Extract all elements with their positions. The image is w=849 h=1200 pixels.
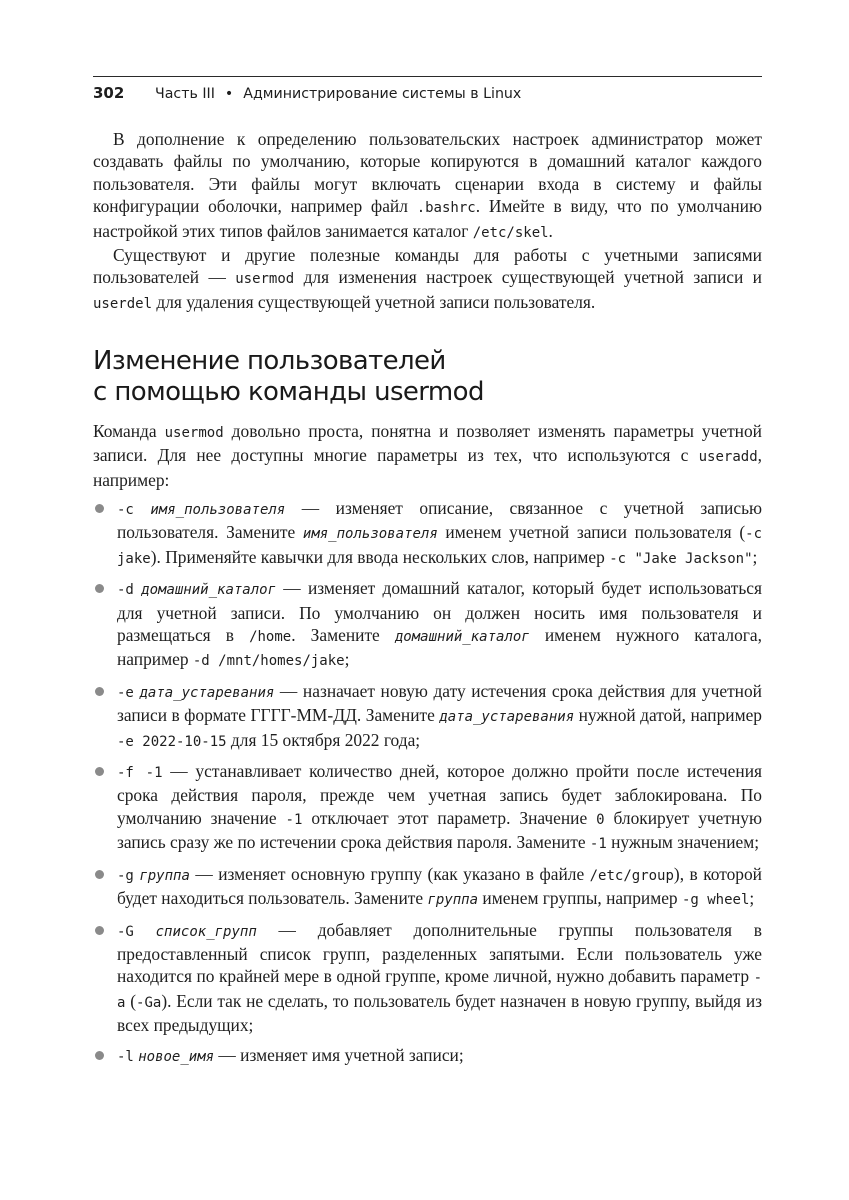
option-flag: -e [117, 684, 134, 701]
code-etc-skel: /etc/skel [472, 224, 549, 241]
text: именем учетной записи пользователя ( [437, 522, 746, 543]
text: . Замените [291, 625, 395, 646]
code-useradd: useradd [698, 449, 758, 466]
running-head [93, 84, 521, 104]
bullet-separator: • [224, 86, 234, 102]
text: довольно проста, понятна и позволяет изменять параметры учетной записи. Для нее доступны многие параметры из тех, что используются с [93, 421, 762, 466]
paragraph [93, 420, 762, 491]
paragraph [93, 128, 762, 244]
text: — изменяет основную группу (как указано в файле [189, 863, 590, 884]
bullet-icon [95, 870, 104, 879]
options-list [93, 497, 762, 1075]
text: — назначает новую дату истечения срока действия для учетной записи в формате ГГГГ-ММ-ДД. Замените [117, 680, 762, 726]
page-number: 302 [93, 84, 125, 102]
bullet-icon [95, 584, 104, 593]
code-bashrc: .bashrc [416, 200, 476, 217]
code-example: -c jake [117, 526, 762, 567]
code-example: 0 [596, 811, 605, 828]
text: именем группы, например [478, 888, 682, 909]
list-item [93, 760, 762, 856]
text: блокирует учетную запись сразу же по истечении срока действия пароля. Замените [117, 807, 762, 853]
code-example: /home [249, 629, 292, 646]
text: для удаления существующей учетной записи пользователя. [152, 291, 596, 312]
part-label: Часть III [155, 86, 215, 102]
text: — устанавливает количество дней, которое должно пройти после истечения срока действия пароля, прежде чем учетная запись будет заблокирована. По умолчанию значение [117, 761, 762, 828]
text: Существуют и другие полезные команды для работы с учетными записями пользователей — [93, 245, 762, 288]
text: Команда [93, 421, 165, 441]
list-item [93, 1044, 762, 1068]
text: для 15 октября 2022 года; [226, 729, 421, 750]
text: ). Применяйте кавычки для ввода нескольких слов, например [150, 546, 610, 567]
list-item [93, 577, 762, 673]
heading-line: Изменение пользователей [93, 346, 446, 376]
chapter-title: Администрирование системы в Linux [243, 86, 522, 102]
code-example: /etc/group [589, 867, 674, 884]
paragraph [93, 244, 762, 315]
option-flag: -d [117, 582, 134, 599]
header-rule [93, 76, 762, 77]
option-arg: новое_имя [138, 1048, 215, 1065]
text: , например: [93, 445, 762, 490]
text: ( [125, 990, 137, 1011]
option-arg: домашний_каталог [141, 582, 277, 599]
text: . [548, 220, 553, 241]
bullet-icon [95, 1051, 104, 1060]
option-flag: -l [117, 1048, 134, 1065]
option-arg: имя_пользователя [150, 502, 286, 518]
list-item [93, 919, 762, 1037]
text: — изменяет имя учетной записи; [214, 1044, 464, 1065]
code-example: -1 [589, 836, 607, 853]
text: ), в которой будет находиться пользователь. Замените [117, 863, 762, 909]
option-arg: группа [427, 892, 479, 909]
text: ; [752, 546, 758, 567]
bullet-icon [95, 687, 104, 696]
option-arg: домашний_каталог [394, 629, 530, 646]
text: ; [344, 649, 350, 670]
bullet-icon [95, 504, 104, 513]
option-flag: -f -1 [117, 765, 163, 782]
section-heading [93, 346, 484, 408]
code-example: -g wheel [681, 892, 750, 909]
lead-section [93, 420, 762, 491]
option-flag: -g [117, 867, 134, 884]
code-example: -c "Jake Jackson" [609, 550, 753, 567]
text: ). Если так не сделать, то пользователь будет назначен в новую группу, выйдя из всех предыдущих; [117, 990, 763, 1036]
text: нужной датой, например [574, 705, 762, 726]
text: — добавляет дополнительные группы пользователя в предоставленный список групп, разделенных запятыми. Если пользователь уже находится по крайней мере в одной группе, кроме личной, нужно добавить параметр [117, 919, 762, 987]
option-flag: -c [117, 502, 134, 518]
text: . Имейте в виду, что по умолчанию настройкой этих типов файлов занимается каталог [93, 196, 762, 241]
text: именем нужного каталога, например [117, 625, 762, 670]
intro-section [93, 128, 762, 315]
code-usermod: usermod [235, 271, 295, 288]
option-arg: имя_пользователя [302, 526, 438, 543]
bullet-icon [95, 767, 104, 776]
bullet-icon [95, 926, 104, 935]
text: отключает этот параметр. Значение [302, 807, 597, 828]
option-arg: дата_устаревания [139, 684, 275, 701]
list-item [93, 497, 762, 570]
text: В дополнение к определению пользовательских настроек администратор может создавать файлы по умолчанию, которые копируются в домашний каталог каждого пользователя. Эти файлы могут включать сценарии входа в систему и файлы конфигурации оболочки, например файл [93, 129, 762, 217]
text: — изменяет описание, связанное с учетной записью пользователя. Замените [117, 498, 762, 543]
option-arg: группа [139, 867, 190, 884]
text: — изменяет домашний каталог, который будет использоваться для учетной записи. По умолчанию он должен носить имя пользователя и размещаться в [117, 578, 762, 646]
option-flag: -G [117, 923, 134, 940]
code-example: -1 [285, 811, 303, 828]
code-example: -e 2022-10-15 [117, 733, 227, 750]
code-example: -a [117, 970, 762, 1011]
heading-line: с помощью команды usermod [93, 377, 484, 407]
list-item [93, 863, 762, 912]
text: для изменения настроек существующей учетной записи и [294, 267, 762, 288]
text: нужным значением; [606, 832, 760, 853]
option-arg: список_групп [155, 923, 257, 940]
option-arg: дата_устаревания [439, 709, 575, 726]
list-item [93, 680, 762, 753]
code-example: -Ga [136, 994, 162, 1011]
code-usermod: usermod [164, 425, 224, 441]
code-example: -d /mnt/homes/jake [192, 653, 345, 670]
code-userdel: userdel [93, 295, 153, 312]
text: ; [749, 888, 755, 909]
